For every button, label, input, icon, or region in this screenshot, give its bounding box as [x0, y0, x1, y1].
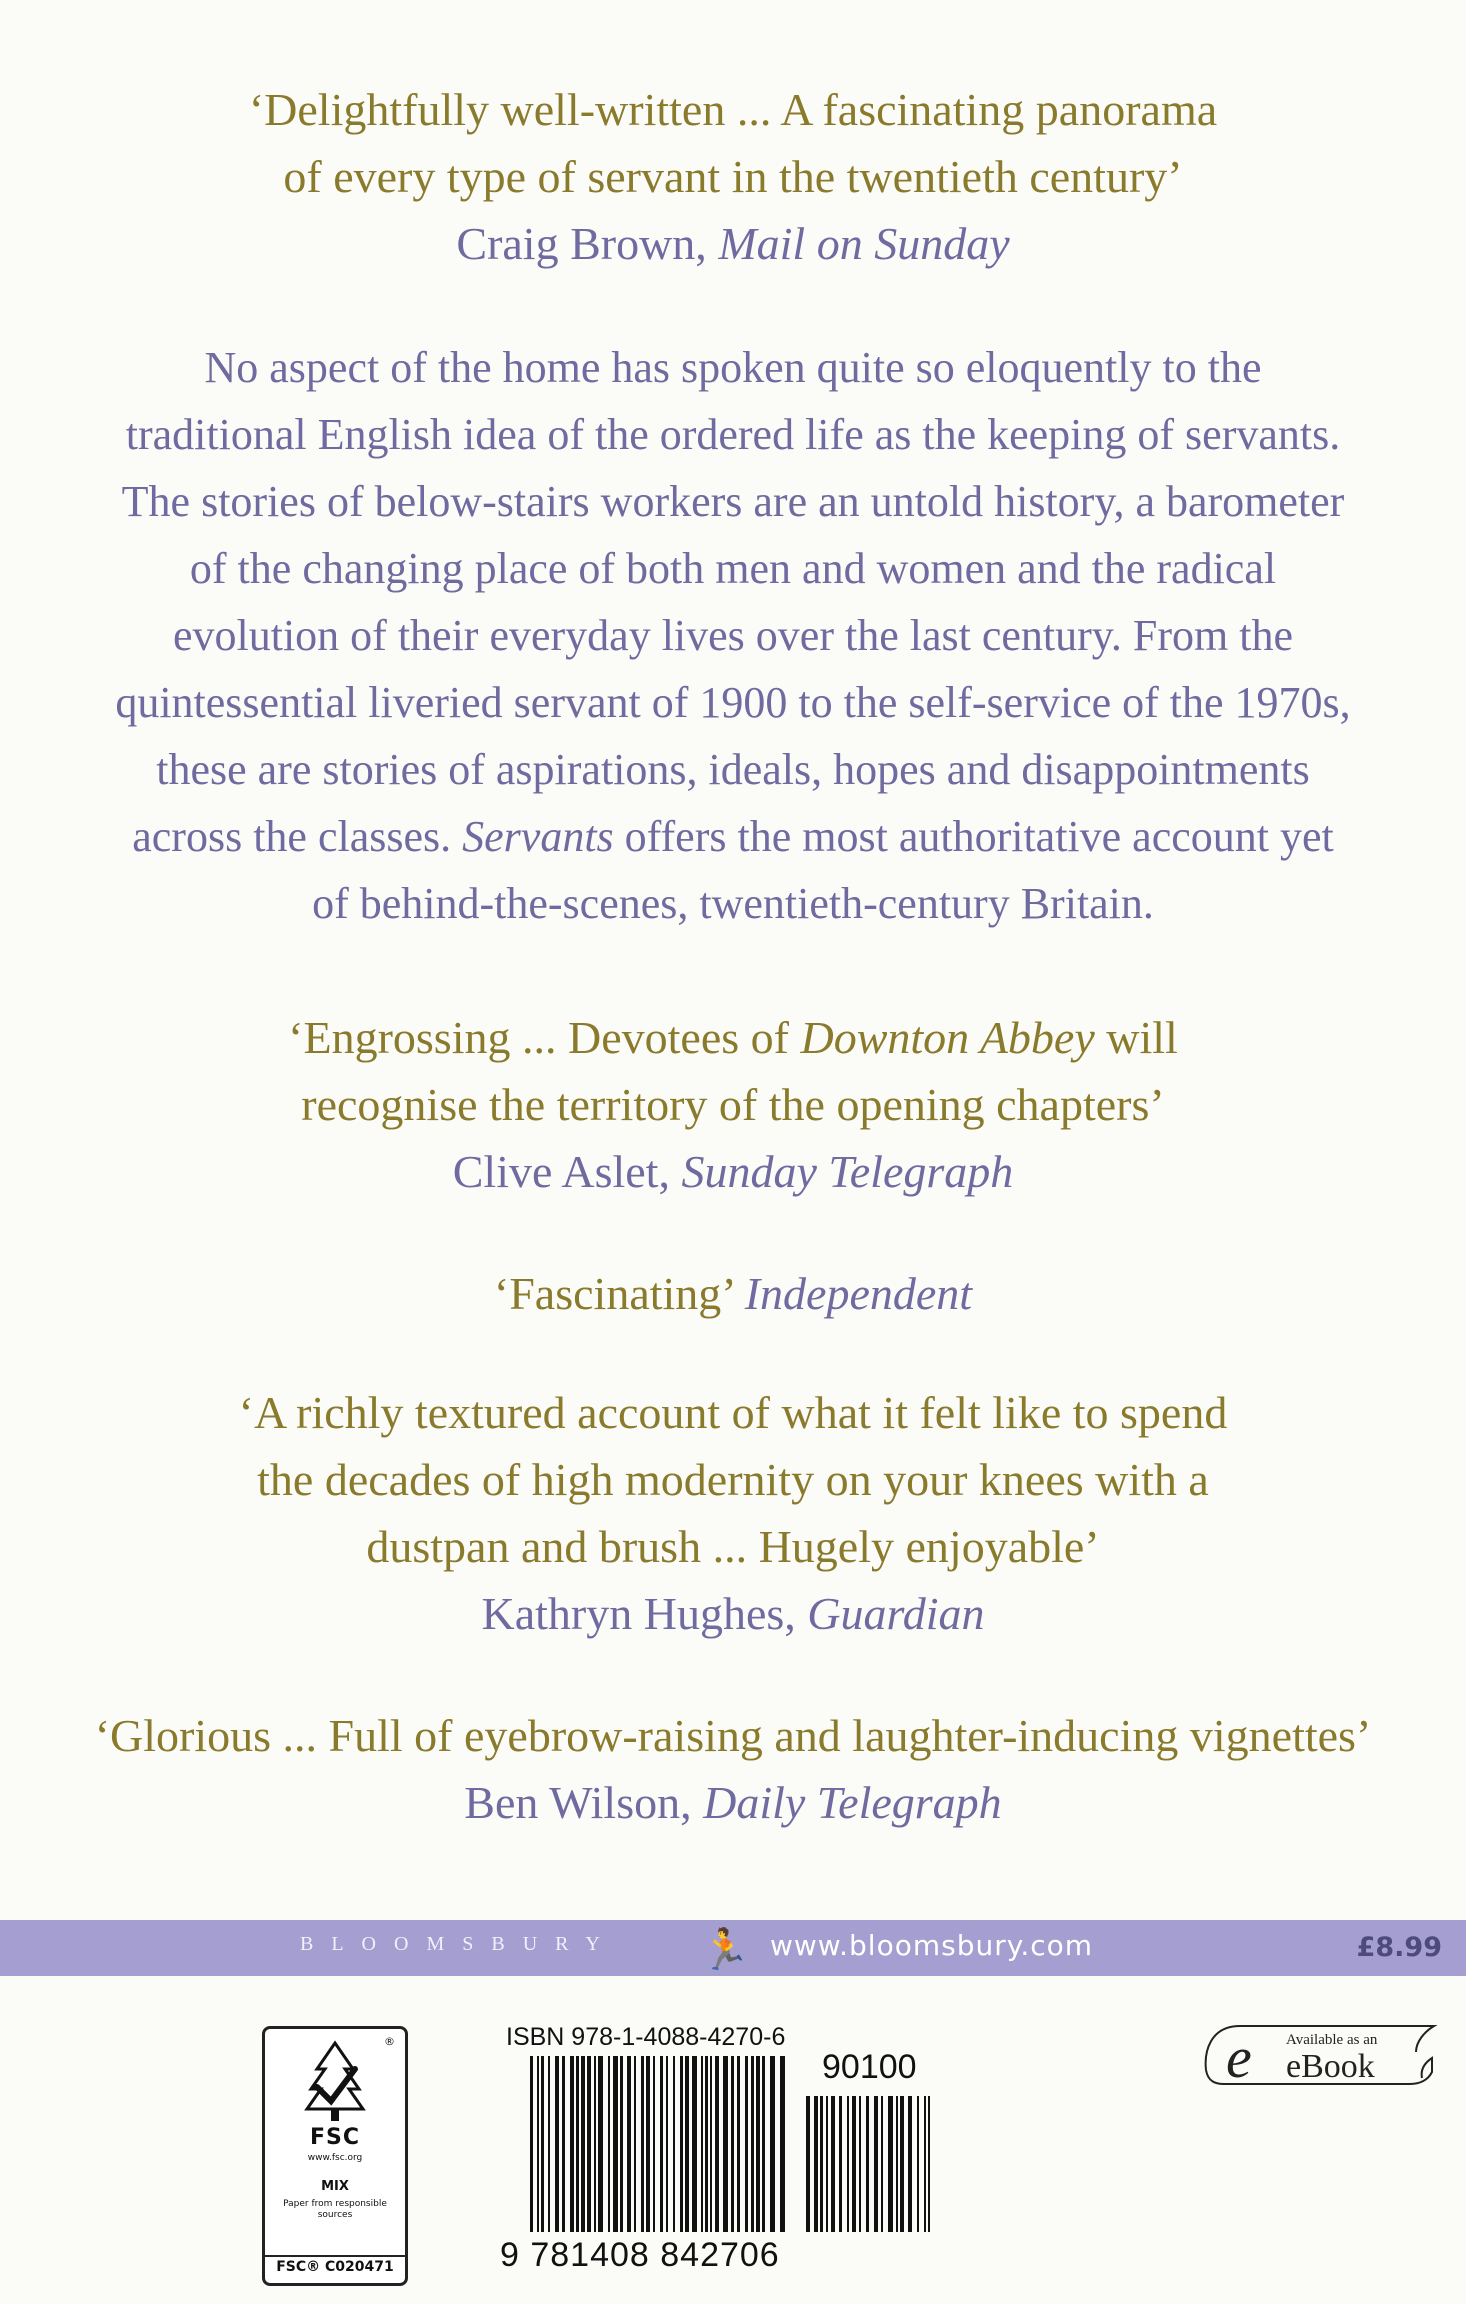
barcode-bar: [737, 2056, 740, 2232]
barcode-bar: [852, 2096, 856, 2232]
attribution-source: Sunday Telegraph: [681, 1146, 1014, 1197]
barcode-bar: [770, 2056, 775, 2232]
barcode-bar: [723, 2056, 728, 2232]
attribution-source: Guardian: [807, 1588, 985, 1639]
quote-text: ‘Engrossing ... Devotees of: [288, 1012, 801, 1063]
barcode-bar: [537, 2056, 539, 2232]
barcode-bar: [756, 2056, 760, 2232]
description-text: across the classes.: [132, 812, 463, 861]
barcode-bar: [541, 2056, 544, 2232]
barcode-bar: [900, 2096, 904, 2232]
fsc-title: FSC: [309, 2125, 361, 2150]
barcode-bar: [814, 2096, 818, 2232]
barcode-bar: [928, 2096, 930, 2232]
barcode-bar: [859, 2096, 861, 2232]
quote-line: ‘A richly textured account of what it felt like to spend: [238, 1387, 1228, 1438]
bloomsbury-logo-icon: 🏃: [700, 1927, 750, 1973]
barcode-bar: [680, 2056, 683, 2232]
ebook-badge: [1200, 2022, 1440, 2088]
barcode-bar: [660, 2056, 663, 2232]
barcode-bar: [530, 2056, 533, 2232]
ebook-available-text: Available as an: [1286, 2032, 1378, 2048]
quote-text: will: [1094, 1012, 1178, 1063]
barcode-bar: [715, 2056, 719, 2232]
quote-attribution: [0, 1138, 1466, 1205]
barcode-bar: [641, 2056, 644, 2232]
barcode-bar: [620, 2056, 623, 2232]
attribution-source: Daily Telegraph: [703, 1777, 1002, 1828]
barcode-bar: [692, 2056, 697, 2232]
quote-text: ‘Fascinating’: [493, 1268, 745, 1319]
attribution-author: Craig Brown,: [456, 218, 719, 269]
fsc-mix: MIX: [321, 2179, 349, 2194]
barcode-bar: [608, 2056, 610, 2232]
barcode-bar: [705, 2056, 708, 2232]
barcode-bar: [924, 2096, 926, 2232]
review-quote-kathryn-hughes: [0, 1379, 1466, 1647]
barcode-bar: [673, 2056, 675, 2232]
review-quote-craig-brown: [0, 76, 1466, 277]
description-line: of the changing place of both men and women and the radical: [189, 544, 1277, 593]
barcode-bar: [839, 2096, 842, 2232]
quote-attribution: [0, 1769, 1466, 1836]
barcode-bar: [888, 2096, 893, 2232]
description-line: [0, 803, 1466, 870]
quote-line: of every type of servant in the twentieth century’: [283, 151, 1183, 202]
attribution-author: Kathryn Hughes,: [481, 1588, 808, 1639]
attribution-author: Ben Wilson,: [464, 1777, 704, 1828]
quote-line: dustpan and brush ... Hugely enjoyable’: [366, 1521, 1100, 1572]
registered-mark-icon: ®: [384, 2035, 395, 2048]
barcode-bar: [701, 2056, 703, 2232]
fsc-tree-icon: [295, 2039, 375, 2123]
barcode-bar: [917, 2096, 919, 2232]
barcode-bar: [745, 2056, 748, 2232]
quote-attribution: [0, 1580, 1466, 1647]
barcode-bar: [762, 2056, 765, 2232]
isbn-label: ISBN 978-1-4088-4270-6: [506, 2023, 786, 2051]
publisher-name: BLOOMSBURY: [300, 1933, 618, 1955]
barcode-bar: [548, 2056, 550, 2232]
barcode-bar: [685, 2056, 689, 2232]
publisher-website: www.bloomsbury.com: [770, 1929, 1094, 1962]
price: £8.99: [1356, 1932, 1442, 1963]
fsc-paper-source: Paper from responsible sources: [283, 2199, 387, 2220]
barcode-bar: [581, 2056, 585, 2232]
barcode-bar: [780, 2056, 785, 2232]
barcode-bar: [634, 2056, 636, 2232]
fsc-code: FSC® C020471: [265, 2255, 405, 2275]
barcode-bar: [666, 2056, 668, 2232]
description-text: offers the most authoritative account yet: [613, 812, 1334, 861]
description-line: these are stories of aspirations, ideals, hopes and disappointments: [156, 745, 1310, 794]
quote-attribution: [0, 210, 1466, 277]
fsc-label: [262, 2026, 408, 2286]
barcode-bar: [570, 2056, 574, 2232]
ebook-e-icon: e: [1226, 2025, 1252, 2090]
attribution-author: Clive Aslet,: [452, 1146, 682, 1197]
barcode-bar: [594, 2056, 596, 2232]
quote-line: ‘Glorious ... Full of eyebrow-raising and laughter-inducing vignettes’: [94, 1710, 1372, 1761]
barcode-bar: [908, 2096, 912, 2232]
review-quote-clive-aslet: [0, 1004, 1466, 1205]
quote-line: [0, 1260, 1466, 1327]
quote-line: the decades of high modernity on your knees with a: [257, 1454, 1209, 1505]
barcode-bar: [847, 2096, 849, 2232]
quote-line: ‘Delightfully well-written ... A fascinating panorama: [248, 84, 1218, 135]
barcode-bar: [653, 2056, 655, 2232]
description-line: evolution of their everyday lives over the last century. From the: [172, 611, 1294, 660]
barcode-bar: [896, 2096, 898, 2232]
review-quote-independent: [0, 1260, 1466, 1327]
book-title: Servants: [462, 812, 614, 861]
barcode-bar: [826, 2096, 828, 2232]
barcode-bar: [562, 2056, 565, 2232]
barcode-bar: [613, 2056, 618, 2232]
description-line: traditional English idea of the ordered life as the keeping of servants.: [125, 410, 1341, 459]
barcode-bar: [831, 2096, 835, 2232]
barcode-bar: [576, 2056, 579, 2232]
description-line: of behind-the-scenes, twentieth-century Britain.: [312, 879, 1154, 928]
ebook-label: eBook: [1286, 2048, 1375, 2085]
review-quote-ben-wilson: [0, 1702, 1466, 1836]
fsc-website: www.fsc.org: [307, 2153, 363, 2163]
barcode-bar: [874, 2096, 878, 2232]
publisher-band: [0, 1920, 1466, 1976]
barcode-bar: [820, 2096, 823, 2232]
description-line: No aspect of the home has spoken quite so eloquently to the: [204, 343, 1262, 392]
barcode-bar: [881, 2096, 883, 2232]
barcode-bar: [806, 2096, 810, 2232]
quote-line: [0, 1004, 1466, 1071]
attribution-source: Mail on Sunday: [718, 218, 1010, 269]
barcode-addon-number: 90100: [822, 2048, 917, 2086]
barcode-bar: [587, 2056, 591, 2232]
description-line: quintessential liveried servant of 1900 to the self-service of the 1970s,: [115, 678, 1351, 727]
show-title: Downton Abbey: [800, 1012, 1095, 1063]
barcode-bar: [866, 2096, 869, 2232]
barcode-bar: [555, 2056, 559, 2232]
barcode-bar: [731, 2056, 734, 2232]
barcode-bar: [710, 2056, 712, 2232]
barcode-bar: [598, 2056, 603, 2232]
attribution-source: Independent: [744, 1268, 973, 1319]
barcode-digits: 9 781408 842706: [500, 2236, 780, 2274]
quote-line: recognise the territory of the opening chapters’: [301, 1079, 1165, 1130]
description-line: The stories of below-stairs workers are an untold history, a barometer: [121, 477, 1345, 526]
book-description: [0, 334, 1466, 937]
barcode-bar: [627, 2056, 631, 2232]
barcode-bar: [751, 2056, 754, 2232]
barcode-bar: [646, 2056, 650, 2232]
